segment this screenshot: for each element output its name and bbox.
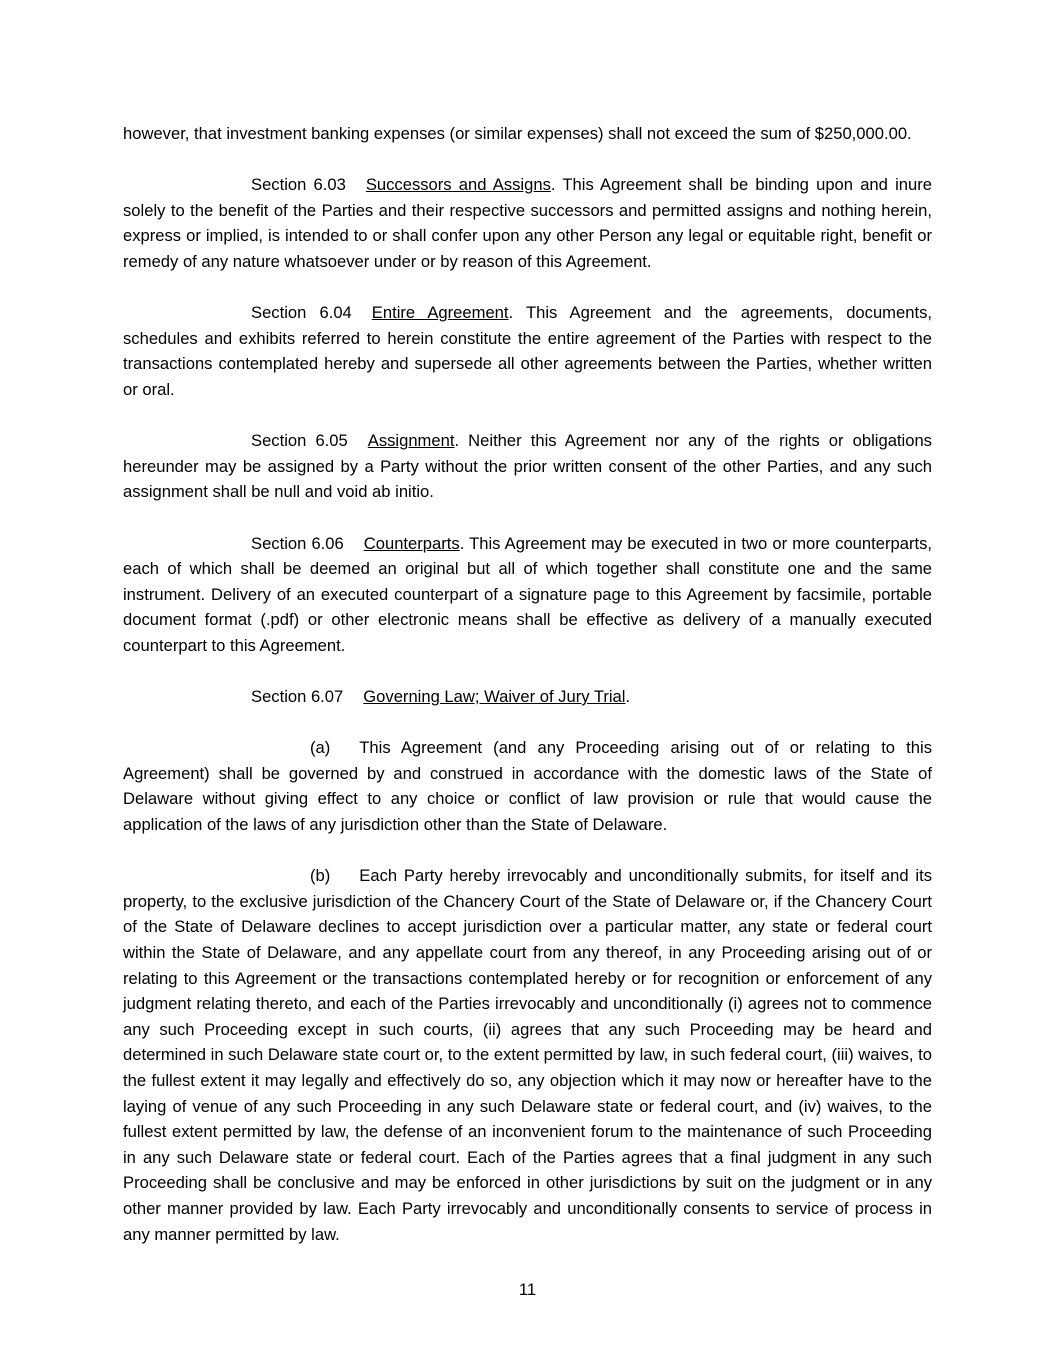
section-number: Section 6.03	[251, 175, 346, 195]
section-heading: Entire Agreement	[371, 303, 509, 323]
subsection-label: (b)	[310, 866, 331, 886]
section-6-03-paragraph	[123, 172, 932, 274]
section-number: Section 6.04	[251, 303, 352, 323]
section-heading: Assignment	[367, 431, 455, 451]
paragraph-text: .	[625, 687, 631, 707]
section-heading: Governing Law; Waiver of Jury Trial	[363, 687, 626, 707]
paragraph-text: . This Agreement shall be binding upon and inure solely to the benefit of the Parties and their respective successors and permitted assigns and nothing herein, express or implied, is intended to or shall confer upon any other Person any legal or equitable right, benefit or remedy of any nature whatsoever under or by reason of this Agreement.	[123, 175, 932, 271]
section-heading: Counterparts	[363, 533, 460, 553]
paragraph-text: This Agreement (and any Proceeding arising out of or relating to this Agreement) shall be governed by and construed in accordance with the domestic laws of the State of Delaware without giving effect to any choice or conflict of law provision or rule that would cause the application of the laws of any jurisdiction other than the State of Delaware.	[123, 738, 932, 835]
subsection-b-paragraph	[123, 863, 932, 1247]
section-number: Section 6.06	[251, 533, 344, 553]
section-number: Section 6.07	[251, 687, 344, 707]
section-heading: Successors and Assigns	[365, 175, 551, 195]
section-6-04-paragraph	[123, 300, 932, 402]
paragraph-text: . Neither this Agreement nor any of the rights or obligations hereunder may be assigned by a Party without the prior written consent of the other Parties, and any such assignment shall be null and void ab initio.	[123, 431, 932, 502]
subsection-label: (a)	[310, 738, 331, 758]
section-6-07-paragraph	[123, 684, 932, 710]
section-6-05-paragraph	[123, 428, 932, 505]
section-number: Section 6.05	[251, 431, 348, 451]
paragraph-text: . This Agreement may be executed in two or more counterparts, each of which shall be deemed an original but all of which together shall constitute one and the same instrument. Delivery of an executed counterpart of a signature page to this Agreement by facsimile, portable document format (.pdf) or other electronic means shall be effective as delivery of a manually executed counterpart to this Agreement.	[123, 533, 932, 655]
subsection-a-paragraph	[123, 735, 932, 837]
continuation-paragraph	[123, 121, 932, 147]
paragraph-text: however, that investment banking expenses (or similar expenses) shall not exceed the sum of $250,000.00.	[123, 124, 912, 143]
page-number: 11	[518, 1280, 537, 1300]
paragraph-text: Each Party hereby irrevocably and unconditionally submits, for itself and its property, to the exclusive jurisdiction of the Chancery Court of the State of Delaware or, if the Chancery Court of the State of Delaware declines to accept jurisdiction over a particular matter, any state or federal court within the State of Delaware, and any appellate court from any thereof, in any Proceeding arising out of or relating to this Agreement or the transactions contemplated hereby or for recognition or enforcement of any judgment relating thereto, and each of the Parties irrevocably and unconditionally (i) agrees not to commence any such Proceeding except in such courts, (ii) agrees that any such Proceeding may be heard and determined in such Delaware state court or, to the extent permitted by law, in such federal court, (iii) waives, to the fullest extent it may legally and effectively do so, any objection which it may now or hereafter have to the laying of venue of any such Proceeding in any such Delaware state or federal court, and (iv) waives, to the fullest extent permitted by law, the defense of an inconvenient forum to the maintenance of such Proceeding in any such Delaware state or federal court. Each of the Parties agrees that a final judgment in any such Proceeding shall be conclusive and may be enforced in other jurisdictions by suit on the judgment or in any other manner provided by law. Each Party irrevocably and unconditionally consents to service of process in any manner permitted by law.	[123, 866, 932, 1244]
paragraph-text: . This Agreement and the agreements, documents, schedules and exhibits referred to herein constitute the entire agreement of the Parties with respect to the transactions contemplated hereby and supersede all other agreements between the Parties, whether written or oral.	[123, 303, 932, 399]
document-content	[123, 121, 932, 1273]
section-6-06-paragraph	[123, 531, 932, 659]
